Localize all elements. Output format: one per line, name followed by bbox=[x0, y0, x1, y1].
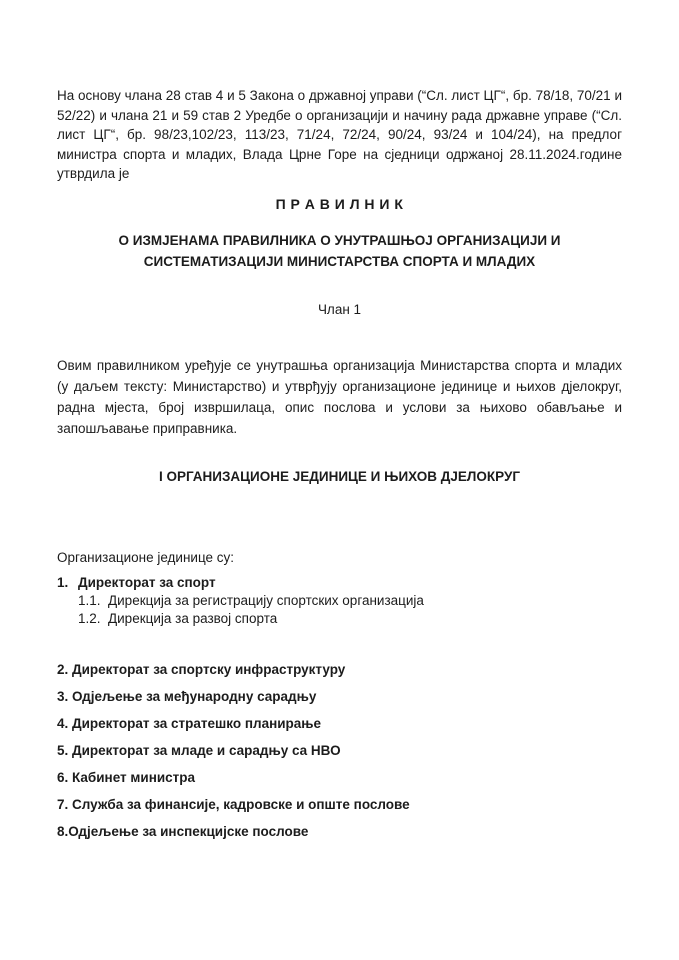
article-heading: Члан 1 bbox=[317, 301, 362, 317]
list-item-number: 1. bbox=[57, 574, 69, 590]
list-item-6: 6. Кабинет министра bbox=[57, 769, 196, 785]
list-item-1 bbox=[57, 575, 622, 590]
section-heading: I ОРГАНИЗАЦИОНЕ ЈЕДИНИЦЕ И ЊИХОВ ДЈЕЛОКРУГ bbox=[158, 468, 521, 484]
subitem-number: 1.1. bbox=[78, 592, 101, 608]
list-item-4: 4. Директорат за стратешко планирање bbox=[57, 715, 322, 731]
list-item-8: 8.Одјељење за инспекцијске послове bbox=[57, 823, 309, 839]
list-item-2: 2. Директорат за спортску инфраструктуру bbox=[57, 661, 346, 677]
org-units-list bbox=[57, 575, 622, 839]
list-subitem-1-1 bbox=[78, 593, 622, 608]
document-title: П Р А В И Л Н И К bbox=[275, 195, 404, 212]
subitem-label: Дирекција за регистрацију спортских организација bbox=[108, 592, 424, 608]
list-item-5: 5. Директорат за младе и сарадњу са НВО bbox=[57, 742, 341, 758]
subitem-number: 1.2. bbox=[78, 610, 101, 626]
list-item-3: 3. Одјељење за међународну сарадњу bbox=[57, 688, 317, 704]
article-paragraph: Овим правилником уређује се унутрашња организација Министарства спорта и младих (у даљем тексту: Министарство) и утврђују организационе јединице и њихов дјелокруг, радна мјеста, број извршилаца, опис послова и услови за њихово обављање и запошљавање приправника. bbox=[57, 357, 622, 436]
list-intro: Организационе јединице су: bbox=[57, 549, 235, 565]
document-subtitle: О ИЗМЈЕНАМА ПРАВИЛНИКА О УНУТРАШЊОЈ ОРГАНИЗАЦИЈИ И СИСТЕМАТИЗАЦИЈИ МИНИСТАРСТВА СПОРТА И МЛАДИХ bbox=[118, 232, 561, 269]
intro-paragraph: На основу члана 28 став 4 и 5 Закона о државној управи (“Сл. лист ЦГ“, бр. 78/18, 70/21 и 52/22) и члана 21 и 59 став 2 Уредбе о организацији и начину рада државне управе (“Сл. лист ЦГ“, бр. 98/23,102/23, 113/23, 71/24, 72/24, 90/24, 93/24 и 104/24), на предлог министра спорта и младих, Влада Црне Горе на сједници одржаној 28.11.2024.године утврдила је bbox=[57, 88, 622, 181]
list-item-label: Директорат за спорт bbox=[78, 574, 216, 590]
list-subitem-1-2 bbox=[78, 611, 622, 626]
list-item-7: 7. Служба за финансије, кадровске и опште послове bbox=[57, 796, 410, 812]
subitem-label: Дирекција за развој спорта bbox=[108, 610, 278, 626]
